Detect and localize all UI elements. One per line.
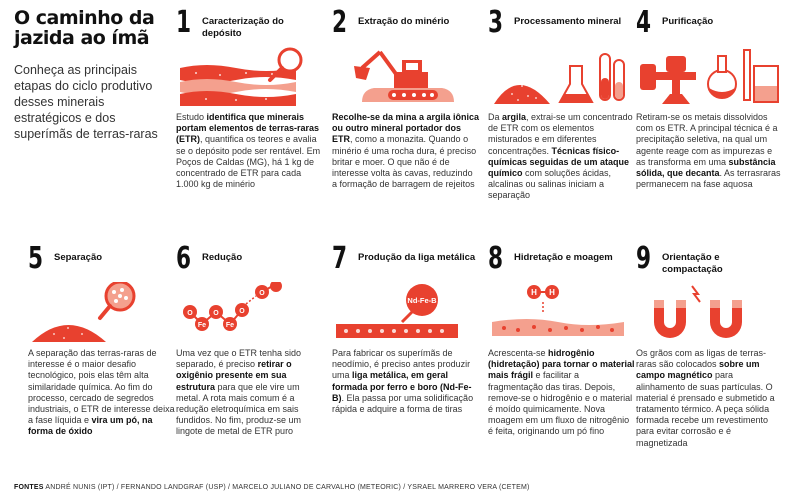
text-run: Acrescenta-se xyxy=(488,348,549,358)
chemistry-apparatus-icon xyxy=(636,46,784,108)
text-run: com soluções ácidas, alcalinas ou salinas iniciam a separação xyxy=(488,168,612,201)
oxygen-molecules-icon xyxy=(176,282,324,344)
step-title: Purificação xyxy=(662,16,714,27)
step-text xyxy=(332,112,480,190)
step-number: 4 xyxy=(636,5,652,40)
text-run: e facilitar a fragmentação das tiras. Depois, remove-se o hidrogênio e o material é moído quimicamente. Nova moagem em um fluxo de nitrogênio é feita, originando um pó fino xyxy=(488,370,633,437)
bold-run: identifica que minerais portam elementos de terras-raras (ETR) xyxy=(176,112,320,145)
excavator-icon xyxy=(332,46,480,108)
powder-pile-magnifier-icon xyxy=(28,282,176,344)
iron-label: Fe xyxy=(225,322,235,329)
intro-text: Conheça as principais etapas do ciclo produtivo desses minerais estratégicos e dos superímãs de terras-raras xyxy=(14,63,158,141)
text-run: Da xyxy=(488,112,503,122)
text-run: Para fabricar os superímãs de neodímio, é preciso antes produzir uma xyxy=(332,348,471,381)
step-text xyxy=(488,112,636,202)
hydrogen-strip-icon xyxy=(488,282,636,344)
step-title: Separação xyxy=(54,252,103,263)
text-run: , como a monazita. Quando o minério é uma rocha dura, é preciso britar e moer. O que não é de interesse volta às cavas, reduzindo a formação de barragem de rejeitos xyxy=(332,134,477,190)
step-number: 2 xyxy=(332,5,348,40)
alloy-strip-icon xyxy=(332,282,480,344)
step-number: 3 xyxy=(488,5,504,40)
step-title: Orientação e compactação xyxy=(662,252,723,275)
iron-label: Fe xyxy=(197,322,207,329)
text-run: . As terrasraras permanecem na fase aquosa xyxy=(636,168,781,190)
step-number: 8 xyxy=(488,241,504,276)
step-number: 5 xyxy=(28,241,44,276)
step-title: Redução xyxy=(202,252,243,263)
step-text xyxy=(636,112,784,190)
oxygen-label: O xyxy=(187,310,193,317)
step-text xyxy=(176,112,324,190)
magnets-icon xyxy=(636,282,784,344)
step-text xyxy=(636,348,784,449)
bold-run: hidrogênio (hidretação) para tornar o material mais frágil xyxy=(488,348,635,381)
step-number: 6 xyxy=(176,241,192,276)
title-line-2: jazida ao ímã xyxy=(14,27,150,49)
step-title: Processamento mineral xyxy=(514,16,622,27)
step-title: Produção da liga metálica xyxy=(358,252,476,263)
text-run: Uma vez que o ETR tenha sido separado, é preciso xyxy=(176,348,302,370)
sources-label: FONTES xyxy=(14,484,44,491)
bold-run: argila xyxy=(502,112,527,122)
text-run: Retiram-se os metais dissolvidos com os ETR. A principal técnica é a precipitação seletiva, na qual um agente reage com as impurezas e as transforma em uma xyxy=(636,112,778,167)
hydrogen-label: H xyxy=(531,288,537,297)
step-number: 1 xyxy=(176,5,192,40)
sources-footer xyxy=(14,484,794,491)
step-text xyxy=(28,348,176,438)
step-title: Caracterização do depósito xyxy=(202,16,284,39)
step-title: Hidretação e moagem xyxy=(514,252,613,263)
alloy-label: Nd-Fe-B xyxy=(407,296,437,305)
step-number: 7 xyxy=(332,241,348,276)
oxygen-label: O xyxy=(239,308,245,315)
text-run: A separação das terras-raras de interesse é o maior desafio tecnológico, pois elas têm alta similaridade química. Ao fim do processo, cercado de segredos industriais, o ETR de interesse deixa a fase líquida e xyxy=(28,348,175,426)
bold-run: liga metálica, em geral formada por ferro e boro (Nd-Fe-B) xyxy=(332,370,472,403)
magnifier-rock-layers-icon xyxy=(176,46,324,108)
sand-pile-flasks-icon xyxy=(488,46,636,108)
step-title: Extração do minério xyxy=(358,16,450,27)
bold-run: Técnicas físico-químicas seguidas de um ataque químico xyxy=(488,145,630,179)
bold-run: Recolhe-se da mina a argila iônica ou outro mineral portador dos ETR xyxy=(332,112,480,145)
text-run: , extrai-se um concentrado de ETR com os elementos misturados e em diferentes concentrações. xyxy=(488,112,633,156)
hydrogen-label: H xyxy=(549,288,555,297)
text-run: Estudo xyxy=(176,112,207,122)
step-number: 9 xyxy=(636,241,652,276)
title-line-1: O caminho da xyxy=(14,7,155,29)
step-text xyxy=(332,348,480,415)
bold-run: substância sólida, que decanta xyxy=(636,156,776,179)
bold-run: retirar o oxigênio presente em sua estrutura xyxy=(176,359,292,392)
text-run: Os grãos com as ligas de terras-raras são colocados xyxy=(636,348,767,370)
text-run: para alinhamento de suas partículas. O material é prensado e submetido a tratamento térmico. A peça sólida formada recebe um revestimento para evitar corrosão e é magnetizada xyxy=(636,370,775,448)
bold-run: sobre um campo magnético xyxy=(636,359,760,381)
intro xyxy=(14,8,164,142)
text-run: , quantifica os teores e avalia se o depósito pode ser rentável. Em Poços de Caldas (MG), há 1 kg de concentrado de ETR para cada 1.000 kg de minério xyxy=(176,134,321,190)
step-text xyxy=(176,348,324,438)
oxygen-label: O xyxy=(213,310,219,317)
bold-run: vira um pó, na forma de óxido xyxy=(28,415,153,437)
step-text xyxy=(488,348,636,438)
page-title xyxy=(14,8,164,48)
text-run: . Ela passa por uma solidificação rápida e adquire a forma de tiras xyxy=(332,392,474,415)
sources-text: ANDRÉ NUNIS (IPT) / FERNANDO LANDGRAF (USP) / MARCELO JULIANO DE CARVALHO (METEORIC) / YSRAEL MARRERO VERA (CETEM) xyxy=(45,484,530,491)
oxygen-label: O xyxy=(259,290,265,297)
text-run: para que ele vire um metal. A rota mais comum é a redução eletroquímica em sais fundidos. No fim, produz-se um lingote de metal de ETR puro xyxy=(176,381,302,437)
